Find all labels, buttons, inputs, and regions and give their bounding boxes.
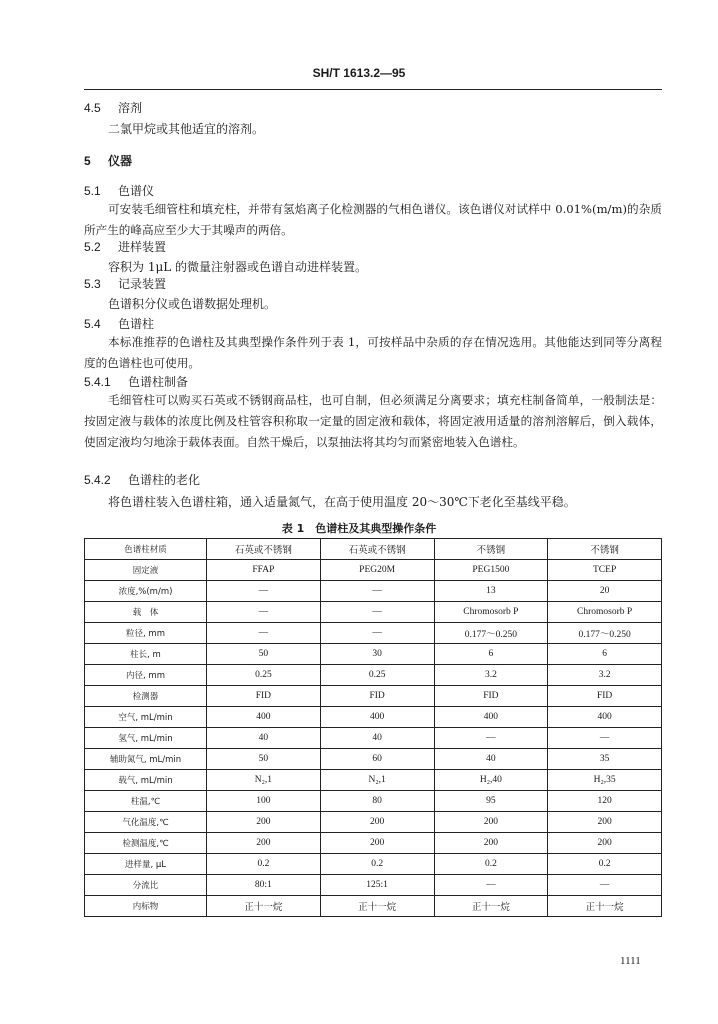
table-cell: 正十一烷 [320, 896, 434, 917]
section-5-1-heading [84, 183, 662, 199]
table-cell: 0.25 [320, 665, 434, 686]
table-cell: 200 [548, 833, 662, 854]
row-label: 检测温度,℃ [85, 833, 207, 854]
section-5-4-2-body: 将色谱柱装入色谱柱箱，通入适量氮气，在高于使用温度 20～30℃下老化至基线平稳。 [108, 495, 576, 509]
table-1-title: 表 1 色谱柱及其典型操作条件 [281, 522, 437, 535]
table-cell: 200 [207, 833, 321, 854]
table-cell: 120 [548, 791, 662, 812]
section-title: 色谱仪 [118, 184, 155, 198]
row-label: 检测器 [85, 686, 207, 707]
section-5-2-heading [84, 239, 662, 255]
section-title: 溶剂 [118, 101, 143, 115]
table-cell: FID [320, 686, 434, 707]
table-cell: 正十一烷 [548, 896, 662, 917]
table-cell: 0.177～0.250 [548, 623, 662, 644]
table-cell: 正十一烷 [207, 896, 321, 917]
table-cell: 400 [320, 707, 434, 728]
table-row [85, 581, 662, 602]
table-cell: 6 [434, 644, 548, 665]
row-label: 进样量, μL [85, 854, 207, 875]
table-cell: 40 [434, 749, 548, 770]
section-4-5-heading [84, 100, 662, 116]
table-cell: FID [548, 686, 662, 707]
row-label: 辅助氮气, mL/min [85, 749, 207, 770]
table-cell: 400 [548, 707, 662, 728]
table-cell: 0.2 [548, 854, 662, 875]
section-5-4-1-heading [84, 374, 662, 390]
row-label: 载气, mL/min [85, 770, 207, 791]
table-cell: — [548, 875, 662, 896]
table-row [85, 770, 662, 791]
row-label: 气化温度,℃ [85, 812, 207, 833]
section-5-1-body: 可安装毛细管柱和填充柱，并带有氢焰离子化检测器的气相色谱仪。该色谱仪对试样中 0.01%(m/m)的杂质所产生的峰高应至少大于其噪声的两倍。 [84, 202, 662, 237]
section-number: 5.3 [84, 277, 101, 291]
table-cell: 0.2 [320, 854, 434, 875]
section-number: 5.4.2 [84, 473, 111, 487]
table-cell: 13 [434, 581, 548, 602]
section-title: 色谱柱的老化 [128, 473, 201, 487]
table-row [85, 644, 662, 665]
table-cell: 20 [548, 581, 662, 602]
table-cell: FID [207, 686, 321, 707]
table-cell: Chromosorb P [548, 602, 662, 623]
table-cell: 80 [320, 791, 434, 812]
row-label: 分流比 [85, 875, 207, 896]
table-cell: 30 [320, 644, 434, 665]
section-5-4-1-body: 毛细管柱可以购买石英或不锈钢商品柱，也可自制，但必须满足分离要求；填充柱制备简单，一般制法是：按固定液与载体的浓度比例及柱管容积称取一定量的固定液和载体，将固定液用适量的溶剂溶解后，倒入载体，使固定液均匀地涂于载体表面。自然干燥后，以泵抽法将其均匀而紧密地装入色谱柱。 [84, 393, 662, 449]
table-row [85, 854, 662, 875]
section-5-4-body: 本标准推荐的色谱柱及其典型操作条件列于表 1，可按样品中杂质的存在情况选用。其他能达到同等分离程度的色谱柱也可使用。 [84, 335, 662, 370]
row-label: 浓度,%(m/m) [85, 581, 207, 602]
table-cell: N₂,1 [320, 770, 434, 791]
table-row [85, 665, 662, 686]
row-label: 柱温,℃ [85, 791, 207, 812]
row-label: 粒径, mm [85, 623, 207, 644]
row-label: 氢气, mL/min [85, 728, 207, 749]
table-cell: — [320, 623, 434, 644]
table-1 [84, 538, 662, 917]
table-cell: — [207, 623, 321, 644]
section-title: 记录装置 [118, 277, 167, 291]
table-cell: — [207, 602, 321, 623]
table-cell: FID [434, 686, 548, 707]
row-label: 内径, mm [85, 665, 207, 686]
table-cell: 石英或不锈钢 [320, 539, 434, 560]
table-cell: 3.2 [548, 665, 662, 686]
table-cell: 80:1 [207, 875, 321, 896]
row-label: 色谱柱材质 [85, 539, 207, 560]
section-5-heading [84, 153, 662, 169]
table-cell: 0.2 [207, 854, 321, 875]
table-row [85, 623, 662, 644]
section-number: 5.4 [84, 317, 101, 331]
table-cell: 40 [207, 728, 321, 749]
section-title: 色谱柱 [118, 317, 155, 331]
table-row [85, 749, 662, 770]
table-cell: — [207, 581, 321, 602]
table-row [85, 833, 662, 854]
table-cell: 60 [320, 749, 434, 770]
table-cell: 50 [207, 749, 321, 770]
table-cell: — [320, 581, 434, 602]
table-row [85, 812, 662, 833]
table-cell: 50 [207, 644, 321, 665]
table-row [85, 539, 662, 560]
section-5-4-2-heading [84, 472, 662, 488]
table-row [85, 686, 662, 707]
table-cell: — [434, 728, 548, 749]
table-cell: PEG1500 [434, 560, 548, 581]
table-cell: 200 [207, 812, 321, 833]
section-number: 5.1 [84, 184, 101, 198]
table-cell: 200 [434, 812, 548, 833]
row-label: 柱长, m [85, 644, 207, 665]
section-title: 仪器 [108, 154, 133, 168]
section-5-4-heading [84, 316, 662, 332]
table-cell: H₂,40 [434, 770, 548, 791]
table-cell: FFAP [207, 560, 321, 581]
section-title: 色谱柱制备 [128, 375, 189, 389]
table-cell: 石英或不锈钢 [207, 539, 321, 560]
table-row [85, 602, 662, 623]
table-cell: 200 [320, 812, 434, 833]
table-row [85, 560, 662, 581]
table-cell: 35 [548, 749, 662, 770]
table-cell: 125:1 [320, 875, 434, 896]
table-cell: — [320, 602, 434, 623]
section-5-2-body: 容积为 1μL 的微量注射器或色谱自动进样装置。 [108, 260, 368, 274]
table-cell: 400 [207, 707, 321, 728]
table-cell: 40 [320, 728, 434, 749]
page-header-code: SH/T 1613.2—95 [312, 66, 406, 80]
table-cell: TCEP [548, 560, 662, 581]
row-label: 载 体 [85, 602, 207, 623]
table-cell: — [548, 728, 662, 749]
table-cell: 200 [320, 833, 434, 854]
row-label: 固定液 [85, 560, 207, 581]
section-title: 进样装置 [118, 240, 167, 254]
table-row [85, 728, 662, 749]
row-label: 内标物 [85, 896, 207, 917]
table-cell: 6 [548, 644, 662, 665]
table-row [85, 707, 662, 728]
table-cell: — [434, 875, 548, 896]
section-4-5-body: 二氯甲烷或其他适宜的溶剂。 [108, 122, 265, 136]
table-cell: 100 [207, 791, 321, 812]
table-cell: 200 [548, 812, 662, 833]
section-5-3-body: 色谱积分仪或色谱数据处理机。 [108, 297, 277, 311]
table-cell: 正十一烷 [434, 896, 548, 917]
table-cell: 不锈钢 [548, 539, 662, 560]
section-number: 4.5 [84, 101, 101, 115]
header-rule [84, 89, 662, 90]
table-cell: 400 [434, 707, 548, 728]
table-cell: H₂,35 [548, 770, 662, 791]
table-cell: 200 [434, 833, 548, 854]
table-row [85, 875, 662, 896]
table-cell: 0.177～0.250 [434, 623, 548, 644]
table-cell: 0.2 [434, 854, 548, 875]
table-cell: Chromosorb P [434, 602, 548, 623]
table-cell: N₂,1 [207, 770, 321, 791]
table-cell: 不锈钢 [434, 539, 548, 560]
page-number: 1111 [620, 955, 641, 967]
table-cell: 3.2 [434, 665, 548, 686]
table-row [85, 896, 662, 917]
section-number: 5 [84, 154, 91, 168]
section-number: 5.4.1 [84, 375, 111, 389]
section-number: 5.2 [84, 240, 101, 254]
table-row [85, 791, 662, 812]
table-cell: 95 [434, 791, 548, 812]
table-cell: 0.25 [207, 665, 321, 686]
section-5-3-heading [84, 276, 662, 292]
row-label: 空气, mL/min [85, 707, 207, 728]
table-cell: PEG20M [320, 560, 434, 581]
